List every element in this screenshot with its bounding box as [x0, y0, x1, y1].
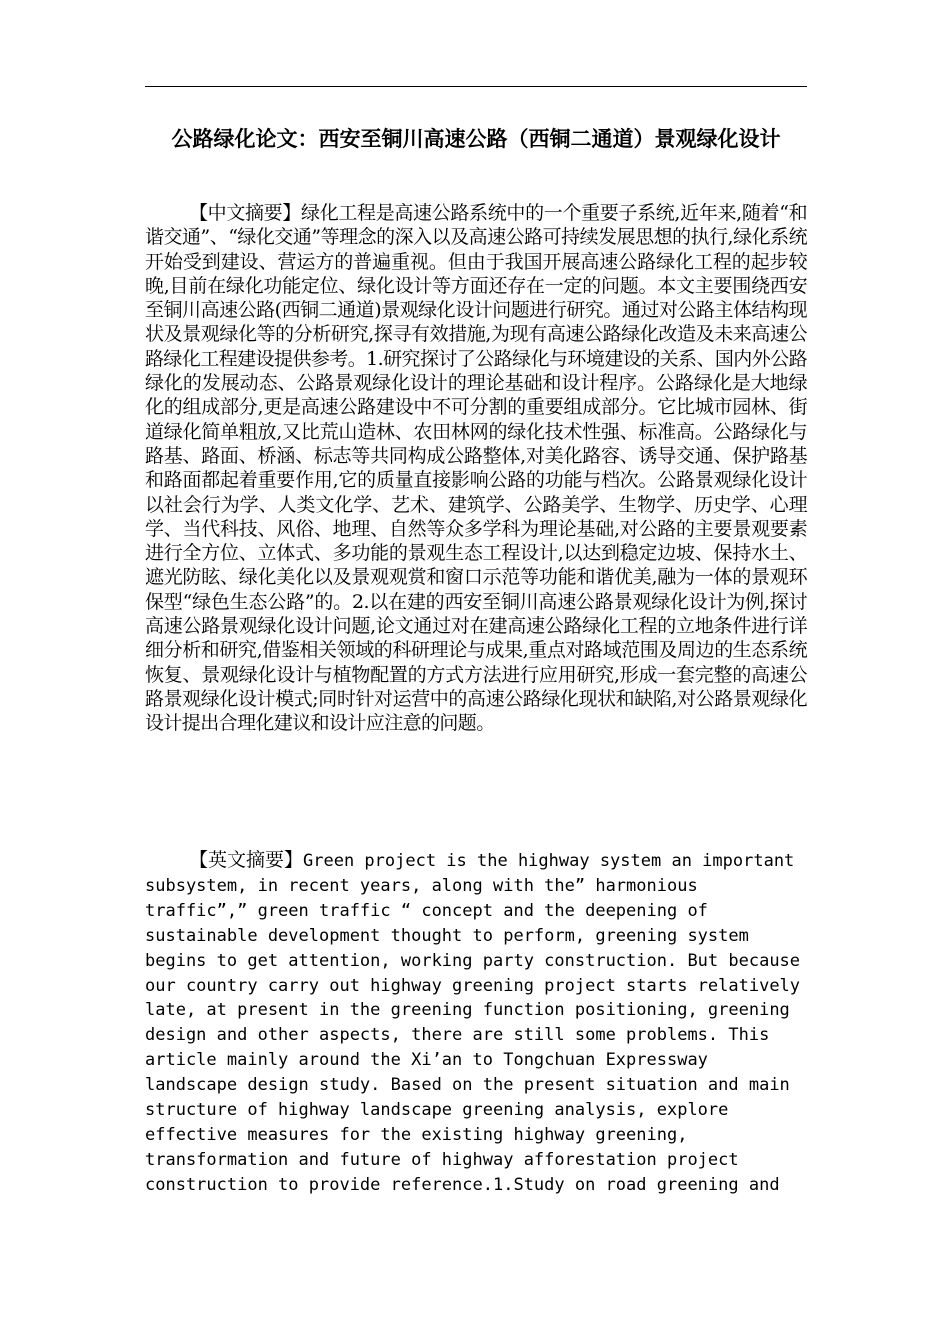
chinese-abstract-text: 绿化工程是高速公路系统中的一个重要子系统,近年来,随着“和谐交通”、“绿化交通”等理念的深入以及高速公路可持续发展思想的执行,绿化系统开始受到建设、营运方的普遍重视。但由于我国开展高速公路绿化工程的起步较晚,目前在绿化功能定位、绿化设计等方面还存在一定的问题。本文主要围绕西安至铜川高速公路(西铜二通道)景观绿化设计问题进行研究。通过对公路主体结构现状及景观绿化等的分析研究,探寻有效措施,为现有高速公路绿化改造及未来高速公路绿化工程建设提供参考。1.研究探讨了公路绿化与环境建设的关系、国内外公路绿化的发展动态、公路景观绿化设计的理论基础和设计程序。公路绿化是大地绿化的组成部分,更是高速公路建设中不可分割的重要组成部分。它比城市园林、街道绿化简单粗放,又比荒山造林、农田林网的绿化技术性强、标准高。公路绿化与路基、路面、桥涵、标志等共同构成公路整体,对美化路容、诱导交通、保护路基和路面都起着重要作用,它的质量直接影响公路的功能与档次。公路景观绿化设计以社会行为学、人类文化学、艺术、建筑学、公路美学、生物学、历史学、心理学、当代科技、风俗、地理、自然等众多学科为理论基础,对公路的主要景观要素进行全方位、立体式、多功能的景观生态工程设计,以达到稳定边坡、保持水土、遮光防眩、绿化美化以及景观观赏和窗口示范等功能和谐优美,融为一体的景观环保型“绿色生态公路”的。2.以在建的西安至铜川高速公路景观绿化设计为例,探讨高速公路景观绿化设计问题,论文通过对在建高速公路绿化工程的立地条件进行详细分析和研究,借鉴相关领域的科研理论与成果,重点对路域范围及周边的生态系统恢复、景观绿化设计与植物配置的方式方法进行应用研究,形成一套完整的高速公路景观绿化设计模式;同时针对运营中的高速公路绿化现状和缺陷,对公路景观绿化设计提出合理化建议和设计应注意的问题。	[145, 202, 807, 735]
english-abstract-text: Green project is the highway system an important subsystem, in recent years, along with the” harmonious traffic”,” green traffic “ concept and the deepening of sustainable development thought to perform, greening system begins to get attention, working party construction. But because our country carry out highway greening project starts relatively late, at present in the greening function positioning, greening design and other aspects, there are still some problems. This article mainly around the Xi’an to Tongchuan Expressway landscape design study. Based on the present situation and main structure of highway landscape greening analysis, explore effective measures for the existing highway greening, transformation and future of highway afforestation project construction to provide reference.1.Study on road greening and	[145, 851, 811, 1195]
english-abstract-label: 【英文摘要】	[189, 849, 304, 871]
chinese-abstract-label: 【中文摘要】	[189, 202, 302, 224]
chinese-abstract	[145, 201, 807, 736]
english-abstract	[145, 848, 811, 1198]
document-title: 公路绿化论文：西安至铜川高速公路（西铜二通道）景观绿化设计	[171, 126, 781, 151]
header-rule	[145, 86, 807, 87]
